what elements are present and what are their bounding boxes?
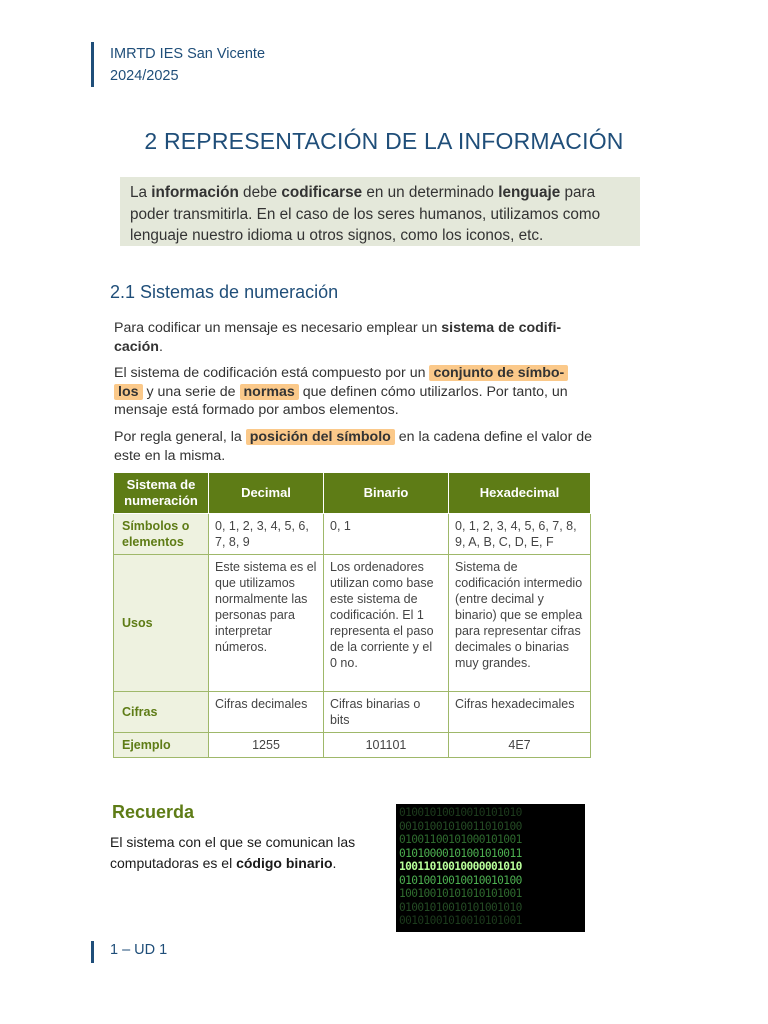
binary-line: 01001010010101001010 [399, 900, 522, 914]
highlight-conjunto: conjunto de símbo- [429, 365, 568, 381]
note-bold: lenguaje [498, 184, 561, 201]
table-row [114, 514, 591, 555]
binary-line: 01010000101001010011 [399, 846, 522, 860]
document-header [110, 43, 265, 87]
column-header: Hexadecimal [449, 473, 591, 514]
para-text: que definen cómo utilizarlos. Por tanto, un mensaje está formado por ambos elementos. [114, 383, 568, 418]
paragraph-2 [114, 364, 594, 420]
para-text: Por regla general, la [114, 429, 246, 445]
binary-line: 01010010010010010100 [399, 873, 522, 887]
note-bold: información [151, 184, 239, 201]
table-cell: Cifras decimales [209, 692, 324, 733]
row-header: Ejemplo [114, 733, 209, 758]
section-title: 2.1 Sistemas de numeración [110, 282, 339, 302]
paragraph-3 [114, 428, 594, 465]
table-cell: Este sistema es el que utilizamos normalmente las personas para interpretar números. [209, 555, 324, 692]
page-title: 2 REPRESENTACIÓN DE LA INFORMACIÓN [144, 128, 624, 154]
table-header-row [114, 473, 591, 514]
binary-line: 01001010010010101010 [399, 806, 522, 819]
note-text: La [130, 184, 152, 201]
para-bold: sistema de codifi- [441, 320, 562, 336]
binary-line: 10010010101010101001 [399, 887, 522, 900]
note-text: en un determinado [362, 184, 499, 201]
table-cell: 0, 1 [324, 514, 449, 555]
info-note-box [120, 177, 640, 246]
table-cell: 101101 [324, 733, 449, 758]
column-header: Sistema de numeración [114, 473, 209, 514]
recuerda-plain: El sistema con el que se comunican las computadoras es el [110, 834, 356, 871]
row-header: Cifras [114, 692, 209, 733]
note-text: debe [238, 184, 282, 201]
note-bold: codificarse [281, 184, 363, 201]
para-text: Para codificar un mensaje es necesario emplear un [114, 320, 442, 336]
table-cell: 1255 [209, 733, 324, 758]
note-text: para poder transmitirla. En el caso de los seres humanos, utilizamos como lenguaje nuestro idioma u otros signos, como los iconos, etc. [130, 184, 601, 244]
school-year: 2024/2025 [110, 68, 179, 84]
header-accent-bar [91, 42, 94, 87]
binary-line: 00101001010011010100 [399, 819, 522, 833]
page-number: 1 – UD 1 [110, 942, 168, 958]
para-text: en la cadena define el valor de este en la misma. [114, 429, 593, 464]
table-row [114, 692, 591, 733]
para-text: El sistema de codificación está compuesto por un [114, 365, 430, 381]
para-bold: cación [114, 338, 159, 355]
row-header: Usos [114, 555, 209, 692]
column-header: Decimal [209, 473, 324, 514]
recuerda-bold: código binario [236, 855, 333, 871]
table-cell: Los ordenadores utilizan como base este sistema de codificación. El 1 representa el paso de la corriente y el 0 no. [324, 555, 449, 692]
binary-code-image [396, 804, 585, 932]
recuerda-plain: . [332, 855, 337, 871]
para-text: . [158, 338, 163, 355]
para-text: y una serie de [142, 383, 240, 400]
binary-line: 10011010010000001010 [399, 860, 522, 873]
row-header: Símbolos o elementos [114, 514, 209, 555]
highlight-normas: normas [240, 384, 299, 400]
binary-line: 01001100101000101001 [399, 833, 522, 846]
recuerda-text [110, 832, 380, 874]
table-cell: Cifras binarias o bits [324, 692, 449, 733]
highlight-conjunto-end: los [114, 384, 143, 400]
table-cell: 0, 1, 2, 3, 4, 5, 6, 7, 8, 9 [209, 514, 324, 555]
paragraph-1 [114, 319, 594, 356]
column-header: Binario [324, 473, 449, 514]
table-cell: Cifras hexadecimales [449, 692, 591, 733]
table-cell: 0, 1, 2, 3, 4, 5, 6, 7, 8, 9, A, B, C, D, E, F [449, 514, 591, 555]
footer-accent-bar [91, 941, 94, 963]
table-row [114, 555, 591, 692]
table-cell: 4E7 [449, 733, 591, 758]
numeration-systems-table [113, 472, 591, 758]
table-row [114, 733, 591, 758]
school-name: IMRTD IES San Vicente [110, 46, 266, 62]
table-cell: Sistema de codificación intermedio (entre decimal y binario) que se emplea para representar cifras decimales o binarias muy grandes. [449, 555, 591, 692]
recuerda-title: Recuerda [112, 802, 195, 822]
highlight-posicion: posición del símbolo [246, 429, 395, 445]
binary-line: 00101001010010101001 [399, 914, 522, 927]
